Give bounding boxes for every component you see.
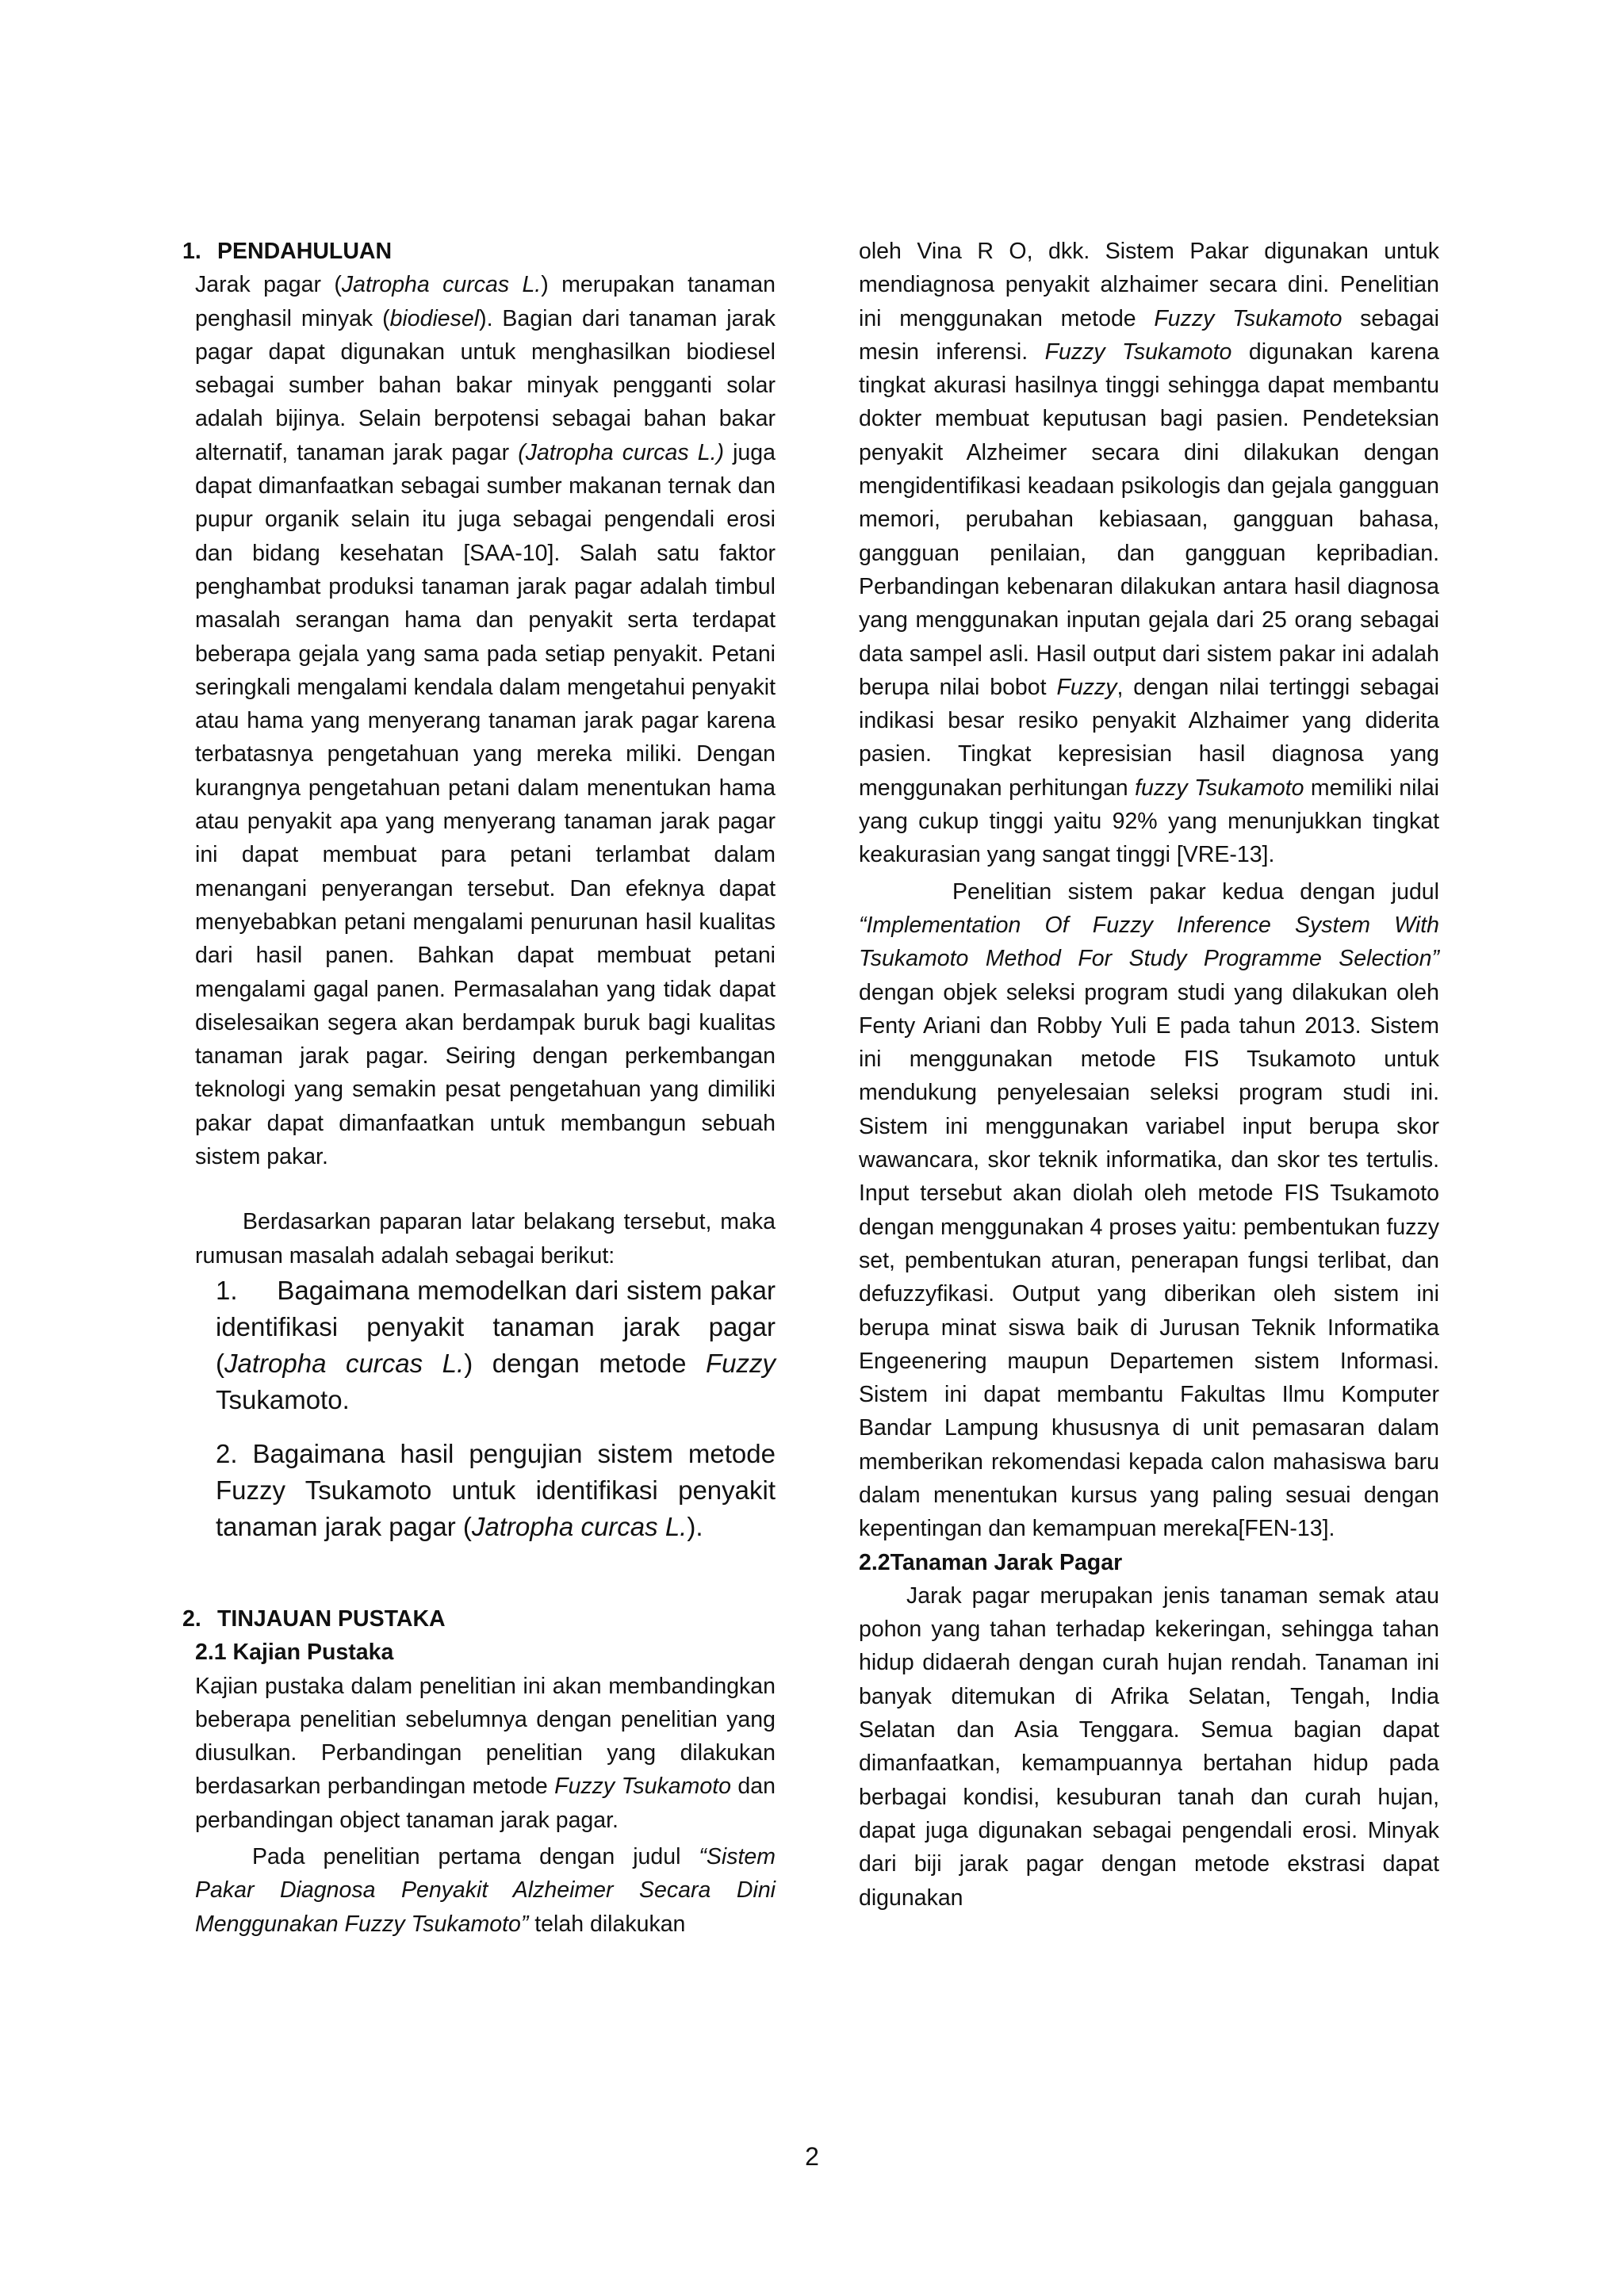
continuation-paragraph: oleh Vina R O, dkk. Sistem Pakar digunakan untuk mendiagnosa penyakit alzhaimer secara dini. Penelitian ini menggunakan metode Fuzzy Tsukamoto sebagai mesin inferensi. Fuzzy Tsukamoto digunakan karena tingkat akurasi hasilnya tinggi sehingga dapat membantu dokter membuat keputusan bagi pasien. Pendeteksian penyakit Alzheimer secara dini dilakukan dengan mengidentifikasi keadaan psikologis dan gejala gangguan memori, perubahan kebiasaan, gangguan bahasa, gangguan penilaian, dan gangguan kepribadian. Perbandingan kebenaran dilakukan antara hasil diagnosa yang menggunakan inputan gejala dari 25 orang sebagai data sampel asli. Hasil output dari sistem pakar ini adalah berupa nilai bobot Fuzzy, dengan nilai tertinggi sebagai indikasi besar resiko penyakit Alzhaimer yang diderita pasien. Tingkat kepresisian hasil diagnosa yang menggunakan perhitungan fuzzy Tsukamoto memiliki nilai yang cukup tinggi yaitu 92% yang menunjukkan tingkat keakurasian yang sangat tinggi [VRE-13]. bbox=[859, 239, 1439, 868]
problem-list bbox=[216, 1272, 783, 1545]
section-heading-tinjauan: 2. TINJAUAN PUSTAKA bbox=[182, 1605, 446, 1632]
rumusan-paragraph: Berdasarkan paparan latar belakang tersebut, maka rumusan masalah adalah sebagai berikut: bbox=[195, 1209, 776, 1269]
right-column bbox=[859, 235, 1439, 1915]
list-item: 2. Bagaimana hasil pengujian sistem metode Fuzzy Tsukamoto untuk identifikasi penyakit tanaman jarak pagar (Jatropha curcas L.). bbox=[216, 1438, 776, 1541]
pertama-paragraph: Pada penelitian pertama dengan judul “Sistem Pakar Diagnosa Penyakit Alzheimer Secara Dini Menggunakan Fuzzy Tsukamoto” telah dilakukan bbox=[195, 1843, 776, 1937]
jarak-pagar-paragraph: Jarak pagar merupakan jenis tanaman semak atau pohon yang tahan terhadap kekeringan, sehingga tahan hidup didaerah dengan curah hujan rendah. Tanaman ini banyak ditemukan di Afrika Selatan, Tengah, India Selatan dan Asia Tenggara. Semua bagian dapat dimanfaatkan, kemampuannya bertahan hidup pada berbagai kondisi, kesuburan tanah dan curah hujan, dapat juga digunakan sebagai pengendali erosi. Minyak dari biji jarak pagar dengan metode ekstrasi dapat digunakan bbox=[859, 1582, 1439, 1911]
subsection-heading-jarak-pagar: 2.2Tanaman Jarak Pagar bbox=[859, 1549, 1123, 1575]
subsection-heading-kajian: 2.1 Kajian Pustaka bbox=[195, 1640, 394, 1666]
section-heading-pendahuluan: 1. PENDAHULUAN bbox=[182, 239, 393, 264]
kajian-paragraph: Kajian pustaka dalam penelitian ini akan membandingkan beberapa penelitian sebelumnya dengan penelitian yang diusulkan. Perbandingan penelitian yang dilakukan berdasarkan perbandingan metode Fuzzy Tsukamoto dan perbandingan object tanaman jarak pagar. bbox=[195, 1673, 776, 1833]
left-column bbox=[182, 235, 783, 1941]
kedua-paragraph: Penelitian sistem pakar kedua dengan judul “Implementation Of Fuzzy Inference System With Tsukamoto Method For Study Programme Selection” dengan objek seleksi program studi yang dilakukan oleh Fenty Ariani dan Robby Yuli E pada tahun 2013. Sistem ini menggunakan metode FIS Tsukamoto untuk mendukung penyelesaian seleksi program studi ini. Sistem ini menggunakan variabel input berupa skor wawancara, skor teknik informatika, dan skor tes tertulis. Input tersebut akan diolah oleh metode FIS Tsukamoto dengan menggunakan 4 proses yaitu: pembentukan fuzzy set, pembentukan aturan, penerapan fungsi terlibat, dan defuzzyfikasi. Output yang diberikan oleh sistem ini berupa minat siswa baik di Jurusan Teknik Informatika Engeenering maupun Departemen sistem Informasi. Sistem ini dapat membantu Fakultas Ilmu Komputer Bandar Lampung khususnya di unit pemasaran dalam memberikan rekomendasi kepada calon mahasiswa baru dalam menentukan kursus yang paling sesuai dengan kepentingan dan kemampuan mereka[FEN-13]. bbox=[859, 878, 1439, 1542]
list-item: 1. Bagaimana memodelkan dari sistem pakar identifikasi penyakit tanaman jarak pagar (Jatropha curcas L.) dengan metode Fuzzy Tsukamoto. bbox=[216, 1275, 783, 1414]
page-number: 2 bbox=[805, 2142, 819, 2171]
intro-paragraph: Jarak pagar (Jatropha curcas L.) merupakan tanaman penghasil minyak (biodiesel). Bagian dari tanaman jarak pagar dapat digunakan untuk menghasilkan biodiesel sebagai sumber bahan bakar minyak pengganti solar adalah bijinya. Selain berpotensi sebagai bahan bakar alternatif, tanaman jarak pagar (Jatropha curcas L.) juga dapat dimanfaatkan sebagai sumber makanan ternak dan pupur organik selain itu juga sebagai pengendali erosi dan bidang kesehatan [SAA-10]. Salah satu faktor penghambat produksi tanaman jarak pagar adalah timbul masalah serangan hama dan penyakit serta terdapat beberapa gejala yang sama pada setiap penyakit. Petani seringkali mengalami kendala dalam mengetahui penyakit atau hama yang menyerang tanaman jarak pagar karena terbatasnya pengetahuan yang mereka miliki. Dengan kurangnya pengetahuan petani dalam menentukan hama atau penyakit apa yang menyerang tanaman jarak pagar ini dapat membuat para petani terlambat dalam menangani penyerangan tersebut. Dan efeknya dapat menyebabkan petani mengalami penurunan hasil kualitas dari hasil panen. Bahkan dapat membuat petani mengalami gagal panen. Permasalahan yang tidak dapat diselesaikan segera akan berdampak buruk bagi kualitas tanaman jarak pagar. Seiring dengan perkembangan teknologi yang semakin pesat pengetahuan yang dimiliki pakar dapat dimanfaatkan untuk membangun sebuah sistem pakar. bbox=[195, 272, 776, 1170]
